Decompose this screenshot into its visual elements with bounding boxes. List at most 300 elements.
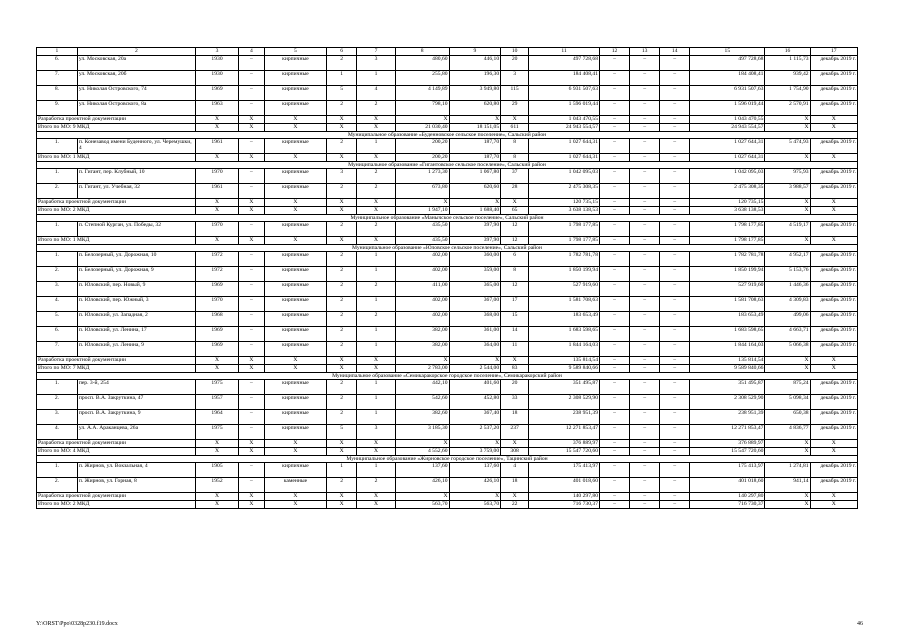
table-cell: 2 308 529,90: [690, 395, 765, 410]
summary-cell: 24 943 554,57: [529, 124, 600, 132]
table-row: [37, 86, 858, 101]
municipality-section-row: [37, 132, 858, 139]
table-cell: декабрь 2019 г.: [810, 395, 857, 410]
summary-cell: 8: [501, 154, 529, 162]
table-cell: 1.: [37, 463, 78, 478]
summary-cell: Х: [810, 124, 857, 132]
table-cell: –: [600, 297, 630, 312]
summary-row: [37, 237, 858, 245]
table-cell: 1: [357, 395, 396, 410]
summary-cell: Х: [810, 493, 857, 501]
summary-cell: 140 297,80: [690, 493, 765, 501]
table-cell: 1 683 598,65: [529, 327, 600, 342]
summary-cell: –: [660, 207, 690, 215]
table-cell: –: [600, 101, 630, 116]
table-cell: 5: [327, 425, 357, 440]
summary-cell: Х: [357, 124, 396, 132]
summary-cell: 120 735,15: [690, 199, 765, 207]
table-cell: 187,70: [449, 139, 501, 154]
table-cell: 411,00: [395, 282, 449, 297]
table-cell: –: [660, 312, 690, 327]
table-cell: 1 115,73: [765, 56, 810, 71]
table-cell: 15: [501, 312, 529, 327]
table-cell: 5.: [37, 312, 78, 327]
table-cell: –: [660, 380, 690, 395]
summary-cell: Х: [239, 199, 265, 207]
table-cell: декабрь 2019 г.: [810, 410, 857, 425]
summary-cell: Х: [264, 501, 326, 509]
summary-cell: Х: [765, 357, 810, 365]
table-cell: 183 653,49: [690, 312, 765, 327]
summary-cell: –: [600, 440, 630, 448]
table-cell: 620,60: [449, 184, 501, 199]
table-cell: п. Юловский, ул. Ленина, 9: [77, 342, 195, 357]
table-cell: –: [239, 86, 265, 101]
table-row: [37, 282, 858, 297]
table-cell: 3.: [37, 410, 78, 425]
summary-cell: Х: [196, 501, 239, 509]
table-cell: кирпичные: [264, 169, 326, 184]
table-cell: –: [630, 86, 660, 101]
table-cell: 8.: [37, 86, 78, 101]
footer-page-number: 46: [857, 621, 863, 627]
table-cell: 939,42: [765, 71, 810, 86]
table-cell: ул. Николая Островского, 8а: [77, 101, 195, 116]
summary-cell: Х: [264, 237, 326, 245]
table-cell: –: [630, 71, 660, 86]
table-cell: 1: [357, 410, 396, 425]
table-cell: –: [630, 463, 660, 478]
table-cell: п. Белозерный, ул. Дорожная, 9: [77, 267, 195, 282]
table-cell: 426,10: [395, 478, 449, 493]
table-cell: декабрь 2019 г.: [810, 282, 857, 297]
table-cell: 3: [357, 425, 396, 440]
municipality-section-row: [37, 456, 858, 463]
table-cell: 7.: [37, 342, 78, 357]
summary-cell: Х: [196, 207, 239, 215]
table-cell: 137,60: [449, 463, 501, 478]
summary-cell: Х: [357, 237, 396, 245]
summary-cell: 563,70: [449, 501, 501, 509]
table-cell: 6: [501, 252, 529, 267]
municipality-title: Муниципальное образование «Жирновское городское поселение», Тацинский район: [37, 456, 858, 463]
summary-label: Итого по МО: 2 МКД: [37, 501, 196, 509]
table-cell: 401 018,60: [529, 478, 600, 493]
table-cell: декабрь 2019 г.: [810, 425, 857, 440]
table-cell: 4 836,77: [765, 425, 810, 440]
summary-cell: Х: [264, 154, 326, 162]
table-cell: декабрь 2019 г.: [810, 478, 857, 493]
table-cell: 542,60: [395, 395, 449, 410]
table-cell: –: [660, 222, 690, 237]
table-cell: –: [239, 56, 265, 71]
table-cell: –: [239, 222, 265, 237]
table-cell: 1972: [196, 252, 239, 267]
summary-label: Разработка проектной документации: [37, 357, 196, 365]
summary-cell: –: [600, 357, 630, 365]
summary-cell: –: [660, 357, 690, 365]
table-cell: 1905: [196, 463, 239, 478]
summary-cell: Х: [264, 116, 326, 124]
table-cell: –: [660, 184, 690, 199]
table-cell: кирпичные: [264, 395, 326, 410]
table-cell: 4: [357, 86, 396, 101]
summary-label: Итого по МО: 1 МКД: [37, 154, 196, 162]
table-cell: 6.: [37, 327, 78, 342]
municipality-title: Муниципальное образование «Гигантовское сельское поселение», Сальский район: [37, 162, 858, 169]
summary-row: [37, 357, 858, 365]
table-row: [37, 252, 858, 267]
table-cell: 426,10: [449, 478, 501, 493]
summary-cell: Х: [196, 237, 239, 245]
table-cell: 1 027 644,31: [529, 139, 600, 154]
table-cell: 2: [327, 342, 357, 357]
table-cell: 6 931 507,63: [529, 86, 600, 101]
table-cell: –: [239, 184, 265, 199]
table-cell: 12: [501, 222, 529, 237]
table-cell: 367,00: [449, 297, 501, 312]
column-number-cell: 4: [239, 48, 265, 56]
summary-row: [37, 501, 858, 509]
table-cell: 2: [327, 327, 357, 342]
table-cell: 1 273,30: [395, 169, 449, 184]
summary-cell: –: [630, 124, 660, 132]
table-cell: декабрь 2019 г.: [810, 267, 857, 282]
summary-row: [37, 365, 858, 373]
table-cell: –: [660, 267, 690, 282]
summary-cell: Х: [765, 199, 810, 207]
table-cell: 351 495,87: [529, 380, 600, 395]
table-cell: 1975: [196, 425, 239, 440]
table-cell: –: [239, 478, 265, 493]
table-cell: 1969: [196, 86, 239, 101]
table-cell: 2: [327, 478, 357, 493]
table-cell: 14: [501, 327, 529, 342]
summary-cell: 140 297,80: [529, 493, 600, 501]
summary-cell: –: [660, 365, 690, 373]
table-cell: 2: [327, 222, 357, 237]
table-cell: 1.: [37, 380, 78, 395]
table-cell: кирпичные: [264, 267, 326, 282]
table-cell: ул. А.А. Араканцева, 26а: [77, 425, 195, 440]
summary-cell: Х: [327, 199, 357, 207]
summary-row: [37, 124, 858, 132]
table-cell: 33: [501, 395, 529, 410]
table-cell: 2: [327, 56, 357, 71]
table-cell: 1: [357, 267, 396, 282]
table-cell: –: [660, 169, 690, 184]
table-cell: декабрь 2019 г.: [810, 139, 857, 154]
table-cell: 4 149,89: [395, 86, 449, 101]
column-number-cell: 6: [327, 48, 357, 56]
table-cell: декабрь 2019 г.: [810, 297, 857, 312]
column-number-cell: 13: [630, 48, 660, 56]
table-cell: –: [660, 139, 690, 154]
summary-cell: Х: [765, 154, 810, 162]
column-number-cell: 11: [529, 48, 600, 56]
table-cell: п. Жирнов, ул. Вокзальная, 4: [77, 463, 195, 478]
table-cell: ул. Николая Островского, 74: [77, 86, 195, 101]
table-cell: 1 042 095,03: [690, 169, 765, 184]
summary-cell: Х: [327, 207, 357, 215]
table-cell: 8: [501, 139, 529, 154]
table-cell: 367,40: [449, 410, 501, 425]
table-cell: 3 988,57: [765, 184, 810, 199]
table-cell: –: [600, 169, 630, 184]
table-row: [37, 312, 858, 327]
summary-cell: 376 889,97: [690, 440, 765, 448]
summary-cell: Х: [357, 493, 396, 501]
column-number-cell: 9: [449, 48, 501, 56]
summary-cell: 435,50: [395, 237, 449, 245]
table-cell: 3: [501, 71, 529, 86]
summary-cell: Х: [357, 365, 396, 373]
table-cell: –: [600, 56, 630, 71]
table-cell: декабрь 2019 г.: [810, 71, 857, 86]
summary-cell: Х: [327, 440, 357, 448]
table-cell: 397,90: [449, 222, 501, 237]
summary-cell: Х: [196, 448, 239, 456]
table-cell: –: [660, 478, 690, 493]
table-cell: 1: [357, 139, 396, 154]
table-cell: 368,00: [449, 312, 501, 327]
table-cell: 1 798 177,85: [690, 222, 765, 237]
summary-cell: Х: [196, 440, 239, 448]
summary-cell: Х: [196, 357, 239, 365]
column-number-cell: 17: [810, 48, 857, 56]
table-cell: 2: [357, 312, 396, 327]
summary-cell: Х: [765, 493, 810, 501]
summary-cell: Х: [196, 154, 239, 162]
municipality-section-row: [37, 373, 858, 380]
summary-cell: 2 544,00: [449, 365, 501, 373]
table-cell: 1963: [196, 101, 239, 116]
table-cell: 5 153,76: [765, 267, 810, 282]
summary-cell: Х: [395, 493, 449, 501]
municipality-section-row: [37, 215, 858, 222]
municipality-title: Муниципальное образование «Манычское сельское поселение», Сальский район: [37, 215, 858, 222]
table-cell: 238 951,39: [529, 410, 600, 425]
summary-cell: Х: [264, 357, 326, 365]
table-cell: 442,10: [395, 380, 449, 395]
summary-label: Итого по МО: 2 МКД: [37, 207, 196, 215]
table-cell: –: [630, 56, 660, 71]
summary-cell: –: [630, 493, 660, 501]
column-number-cell: 5: [264, 48, 326, 56]
summary-label: Разработка проектной документации: [37, 199, 196, 207]
summary-cell: 611: [501, 124, 529, 132]
table-row: [37, 169, 858, 184]
summary-cell: –: [630, 154, 660, 162]
municipality-section-row: [37, 162, 858, 169]
table-cell: 6 931 507,63: [690, 86, 765, 101]
table-cell: 1 067,80: [449, 169, 501, 184]
column-number-cell: 12: [600, 48, 630, 56]
summary-row: [37, 199, 858, 207]
table-cell: 435,50: [395, 222, 449, 237]
table-cell: 200,20: [395, 139, 449, 154]
summary-cell: Х: [327, 154, 357, 162]
summary-cell: –: [600, 116, 630, 124]
table-cell: –: [660, 56, 690, 71]
table-row: [37, 410, 858, 425]
summary-cell: 15 547 720,60: [529, 448, 600, 456]
table-cell: 2.: [37, 478, 78, 493]
column-number-cell: 7: [357, 48, 396, 56]
table-cell: –: [630, 478, 660, 493]
table-cell: кирпичные: [264, 297, 326, 312]
summary-cell: 135 814,54: [529, 357, 600, 365]
summary-cell: Х: [327, 493, 357, 501]
table-cell: 359,00: [449, 267, 501, 282]
summary-cell: 120 735,15: [529, 199, 600, 207]
summary-cell: 4 552,60: [395, 448, 449, 456]
table-cell: 1.: [37, 139, 78, 154]
table-cell: 480,60: [395, 56, 449, 71]
table-row: [37, 56, 858, 71]
table-cell: кирпичные: [264, 463, 326, 478]
table-cell: п. Юловский, ул. Ленина, 17: [77, 327, 195, 342]
summary-cell: Х: [264, 124, 326, 132]
table-cell: 4 663,71: [765, 327, 810, 342]
table-cell: 1 850 199,94: [529, 267, 600, 282]
summary-label: Разработка проектной документации: [37, 440, 196, 448]
summary-cell: 187,70: [449, 154, 501, 162]
table-cell: кирпичные: [264, 282, 326, 297]
table-cell: 1 683 598,65: [690, 327, 765, 342]
summary-row: [37, 493, 858, 501]
summary-cell: 3 759,00: [449, 448, 501, 456]
column-number-cell: 14: [660, 48, 690, 56]
table-cell: декабрь 2019 г.: [810, 380, 857, 395]
summary-cell: Х: [395, 199, 449, 207]
table-cell: 2: [327, 267, 357, 282]
table-cell: 1 027 644,31: [690, 139, 765, 154]
table-cell: –: [630, 395, 660, 410]
summary-cell: –: [630, 448, 660, 456]
table-cell: –: [600, 71, 630, 86]
table-cell: 184 408,41: [690, 71, 765, 86]
table-cell: кирпичные: [264, 425, 326, 440]
summary-cell: Х: [765, 501, 810, 509]
table-row: [37, 425, 858, 440]
table-cell: 402,00: [395, 267, 449, 282]
table-cell: кирпичные: [264, 410, 326, 425]
table-cell: 1.: [37, 252, 78, 267]
table-cell: 12: [501, 282, 529, 297]
table-cell: 1 581 708,63: [529, 297, 600, 312]
table-cell: 8: [501, 267, 529, 282]
column-number-cell: 2: [77, 48, 195, 56]
table-cell: 17: [501, 297, 529, 312]
table-cell: 1: [357, 342, 396, 357]
summary-cell: Х: [810, 237, 857, 245]
summary-cell: Х: [765, 448, 810, 456]
summary-cell: 1 043 470,55: [529, 116, 600, 124]
table-cell: 3.: [37, 282, 78, 297]
column-number-cell: 1: [37, 48, 78, 56]
summary-cell: Х: [357, 116, 396, 124]
table-cell: –: [239, 327, 265, 342]
summary-cell: 1 947,10: [395, 207, 449, 215]
table-cell: 1 798 177,85: [529, 222, 600, 237]
summary-cell: 3 638 138,53: [690, 207, 765, 215]
table-cell: 2: [327, 282, 357, 297]
table-cell: 1.: [37, 222, 78, 237]
table-cell: 1 446,36: [765, 282, 810, 297]
table-cell: 37: [501, 169, 529, 184]
summary-row: [37, 207, 858, 215]
table-cell: 1969: [196, 327, 239, 342]
summary-cell: Х: [196, 365, 239, 373]
table-cell: –: [600, 267, 630, 282]
summary-cell: –: [660, 116, 690, 124]
summary-cell: –: [660, 448, 690, 456]
summary-cell: –: [660, 440, 690, 448]
table-cell: 1: [327, 463, 357, 478]
table-cell: 1 042 095,03: [529, 169, 600, 184]
table-cell: декабрь 2019 г.: [810, 169, 857, 184]
table-row: [37, 478, 858, 493]
table-cell: –: [630, 327, 660, 342]
column-number-row: [37, 48, 858, 56]
summary-cell: 1 798 177,85: [690, 237, 765, 245]
summary-cell: 9 589 840,66: [529, 365, 600, 373]
table-cell: –: [660, 282, 690, 297]
table-cell: 1975: [196, 380, 239, 395]
table-cell: 499,06: [765, 312, 810, 327]
summary-cell: 9 589 840,66: [690, 365, 765, 373]
table-row: [37, 222, 858, 237]
summary-cell: Х: [501, 440, 529, 448]
summary-cell: –: [600, 237, 630, 245]
table-cell: 365,00: [449, 282, 501, 297]
table-cell: кирпичные: [264, 327, 326, 342]
table-cell: кирпичные: [264, 86, 326, 101]
summary-cell: 716 730,37: [690, 501, 765, 509]
table-cell: п. Конезавод имени Буденного, ул. Черемушки, 4: [77, 139, 195, 154]
summary-cell: Х: [449, 199, 501, 207]
table-cell: 1952: [196, 478, 239, 493]
table-cell: 2.: [37, 184, 78, 199]
summary-cell: –: [660, 493, 690, 501]
table-cell: 4 309,83: [765, 297, 810, 312]
table-cell: 1.: [37, 169, 78, 184]
summary-label: Разработка проектной документации: [37, 116, 196, 124]
table-cell: кирпичные: [264, 342, 326, 357]
summary-cell: Х: [449, 357, 501, 365]
summary-cell: Х: [357, 448, 396, 456]
table-cell: 2: [327, 252, 357, 267]
table-cell: декабрь 2019 г.: [810, 312, 857, 327]
table-cell: –: [600, 184, 630, 199]
table-cell: –: [239, 169, 265, 184]
summary-cell: Х: [196, 199, 239, 207]
summary-cell: Х: [357, 440, 396, 448]
summary-cell: Х: [357, 207, 396, 215]
table-cell: 1 274,81: [765, 463, 810, 478]
table-row: [37, 380, 858, 395]
table-cell: 401,60: [449, 380, 501, 395]
table-cell: 1 596 019,44: [529, 101, 600, 116]
table-cell: ул. Московская, 20б: [77, 71, 195, 86]
summary-cell: Х: [239, 124, 265, 132]
table-row: [37, 101, 858, 116]
table-cell: 382,00: [395, 327, 449, 342]
table-cell: –: [239, 297, 265, 312]
table-cell: 137,60: [395, 463, 449, 478]
table-cell: 2: [327, 410, 357, 425]
